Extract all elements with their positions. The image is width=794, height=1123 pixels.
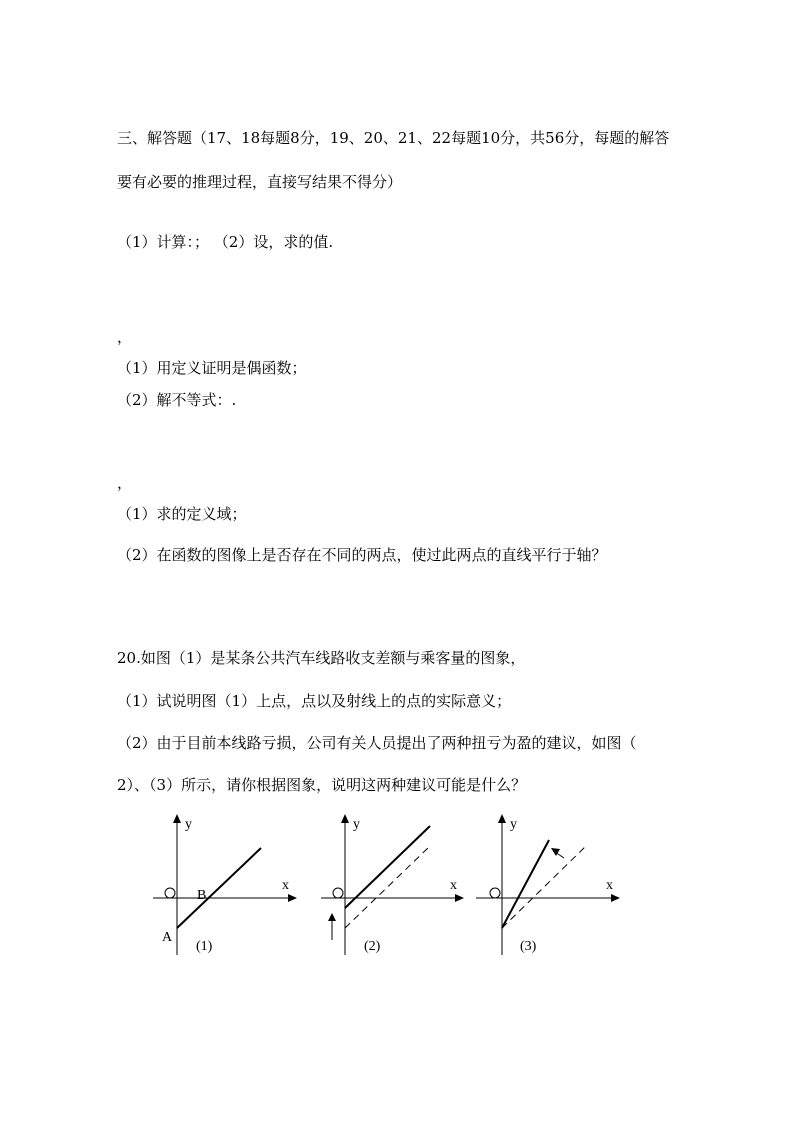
x-axis-label: x bbox=[606, 878, 613, 893]
q20-part1: （1）试说明图（1）上点，点以及射线上的点的实际意义； bbox=[117, 692, 512, 710]
figure-1 bbox=[150, 810, 305, 960]
section-heading-line2: 要有必要的推理过程，直接写结果不得分） bbox=[117, 173, 403, 191]
figure-caption: (2) bbox=[364, 939, 381, 954]
point-b-label: B bbox=[197, 888, 207, 903]
x-axis-label: x bbox=[450, 878, 457, 893]
q19-part1: （1）求的定义域； bbox=[117, 505, 247, 523]
figure-caption: (3) bbox=[520, 939, 537, 954]
q18-part1: （1）用定义证明是偶函数； bbox=[117, 359, 307, 377]
steeper-line bbox=[502, 840, 549, 928]
y-axis-arrow bbox=[341, 814, 349, 823]
q19-part2: （2）在函数的图像上是否存在不同的两点，使过此两点的直线平行于轴？ bbox=[117, 546, 607, 564]
q18-part2: （2）解不等式：. bbox=[117, 391, 237, 409]
x-axis-arrow bbox=[288, 894, 297, 902]
figure-3 bbox=[473, 810, 628, 960]
y-axis-label: y bbox=[353, 817, 360, 832]
x-axis-arrow bbox=[455, 894, 464, 902]
new-line bbox=[345, 826, 430, 908]
figure-2 bbox=[318, 810, 473, 960]
q19-comma: ， bbox=[117, 474, 133, 492]
q17-line: （1）计算：； （2）设，求的值. bbox=[117, 233, 334, 251]
origin-mark bbox=[333, 888, 343, 898]
section-heading-line1: 三、解答题（17、18每题8分，19、20、21、22每题10分，共56分，每题的解答 bbox=[117, 129, 670, 147]
q20-part2-line1: （2）由于目前本线路亏损，公司有关人员提出了两种扭亏为盈的建议，如图（ bbox=[117, 734, 637, 752]
point-a-label: A bbox=[162, 930, 173, 945]
y-axis-label: y bbox=[510, 817, 517, 832]
y-axis-arrow bbox=[173, 814, 181, 823]
origin-mark bbox=[165, 888, 175, 898]
figure-caption: (1) bbox=[196, 939, 213, 954]
q20-intro: 20.如图（1）是某条公共汽车线路收支差额与乘客量的图象， bbox=[117, 649, 526, 667]
y-axis-arrow bbox=[498, 814, 506, 823]
ray-line bbox=[177, 848, 261, 928]
shift-up-arrow-head bbox=[328, 913, 336, 921]
original-line-dashed bbox=[502, 846, 586, 928]
q18-comma: ， bbox=[117, 328, 133, 346]
y-axis-label: y bbox=[185, 817, 192, 832]
origin-mark bbox=[490, 888, 500, 898]
x-axis-label: x bbox=[282, 878, 289, 893]
original-line-dashed bbox=[345, 846, 430, 928]
q20-part2-line2: 2）、（3）所示，请你根据图象，说明这两种建议可能是什么？ bbox=[117, 776, 527, 794]
x-axis-arrow bbox=[611, 894, 620, 902]
